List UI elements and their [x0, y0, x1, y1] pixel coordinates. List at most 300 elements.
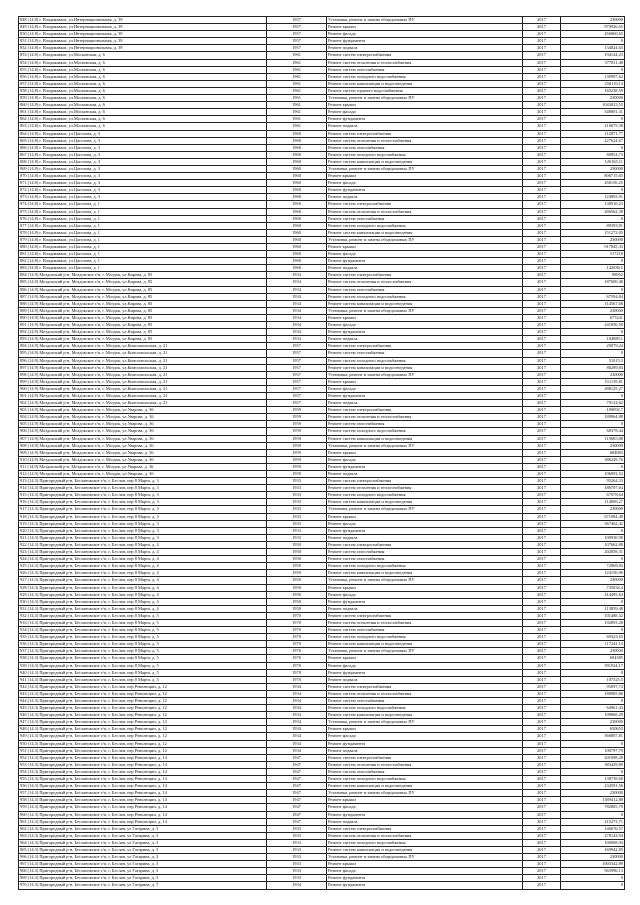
cost-cell: 377811,48: [561, 59, 625, 66]
year-built-cell: 1934: [267, 733, 327, 740]
year-built-cell: 1970: [267, 648, 327, 655]
table-row: [19, 690, 625, 697]
table-row: [19, 705, 625, 712]
cost-cell: 241856,58: [561, 322, 625, 329]
plan-year-cell: 2017: [523, 336, 561, 343]
cost-cell: 671084,48: [561, 513, 625, 520]
table-row: [19, 421, 625, 428]
address-cell: 939 (14.3) Пригородный р-н, Беслановское г/п, г. Беслан, пер 8 Марта, д. 5: [19, 662, 267, 669]
address-cell: 902 (14.9) Моздокский р-н, Моздокское г/п, г. Моздок, ул.Комсомольская, д. 21: [19, 400, 267, 407]
plan-year-cell: 2017: [523, 520, 561, 527]
plan-year-cell: 2017: [523, 485, 561, 492]
address-cell: 868 (14.8) г. Владикавказ, ул.Цаголова, д. 3: [19, 158, 267, 165]
cost-cell: 142036,5: [561, 265, 625, 272]
year-built-cell: 1960: [267, 165, 327, 172]
plan-year-cell: 2017: [523, 130, 561, 137]
cost-cell: 0: [561, 698, 625, 705]
plan-year-cell: 2017: [523, 364, 561, 371]
cost-cell: 1003342,89: [561, 861, 625, 868]
year-built-cell: 1957: [267, 31, 327, 38]
cost-cell: 386249,76: [561, 456, 625, 463]
table-row: [19, 754, 625, 761]
work-type-cell: Ремонт систем газоснабжения: [327, 144, 523, 151]
table-row: [19, 244, 625, 251]
cost-cell: 782805,79: [561, 804, 625, 811]
cost-cell: 130910,23: [561, 201, 625, 208]
year-built-cell: 1950: [267, 591, 327, 598]
plan-year-cell: 2017: [523, 378, 561, 385]
year-built-cell: 1959: [267, 463, 327, 470]
cost-cell: 348001,31: [561, 109, 625, 116]
plan-year-cell: 2017: [523, 322, 561, 329]
work-type-cell: Ремонт систем канализации и водоотведения: [327, 158, 523, 165]
table-row: [19, 343, 625, 350]
work-type-cell: Ремонт фасада: [327, 385, 523, 392]
year-built-cell: 1970: [267, 655, 327, 662]
cost-cell: 414495,63: [561, 591, 625, 598]
address-cell: 911 (14.9) Моздокский р-н, Моздокское г/п, г. Моздок, ул.Уварова, д. 36: [19, 463, 267, 470]
plan-year-cell: 2017: [523, 414, 561, 421]
year-built-cell: 1959: [267, 414, 327, 421]
work-type-cell: Ремонт систем электроснабжения: [327, 52, 523, 59]
year-built-cell: 1933: [267, 520, 327, 527]
plan-year-cell: 2017: [523, 747, 561, 754]
address-cell: 962 (14.3) Пригородный р-н, Беслановское г/п, г. Беслан, ул Гагарина, д. 3: [19, 825, 267, 832]
cost-cell: 0: [561, 421, 625, 428]
table-row: [19, 378, 625, 385]
cost-cell: 230000: [561, 236, 625, 243]
cost-cell: 215273,71: [561, 818, 625, 825]
address-cell: 964 (14.3) Пригородный р-н, Беслановское г/п, г. Беслан, ул Гагарина, д. 3: [19, 839, 267, 846]
work-type-cell: Ремонт крыши: [327, 726, 523, 733]
year-built-cell: 1957: [267, 378, 327, 385]
address-cell: 861 (14.8) г. Владикавказ, ул.Московская, д. 6: [19, 109, 267, 116]
work-type-cell: Установка, ремонт и замена общедомовых ПУ: [327, 506, 523, 513]
address-cell: 936 (14.3) Пригородный р-н, Беслановское г/п, г. Беслан, пер 8 Марта, д. 5: [19, 641, 267, 648]
table-row: [19, 400, 625, 407]
cost-cell: 106093,52: [561, 471, 625, 478]
table-row: [19, 151, 625, 158]
cost-cell: 0: [561, 527, 625, 534]
year-built-cell: 1960: [267, 222, 327, 229]
cost-cell: 107525,5: [561, 676, 625, 683]
address-cell: 915 (14.3) Пригородный р-н, Беслановское г/п, г. Беслан, пер 8 Марта, д. 3: [19, 492, 267, 499]
year-built-cell: 1934: [267, 690, 327, 697]
address-cell: 854 (14.8) г. Владикавказ, ул.Московская, д. 6: [19, 59, 267, 66]
year-built-cell: 1959: [267, 449, 327, 456]
address-cell: 864 (14.8) г. Владикавказ, ул.Цаголова, д. 3: [19, 130, 267, 137]
cost-cell: 230000: [561, 648, 625, 655]
plan-year-cell: 2017: [523, 80, 561, 87]
table-row: [19, 201, 625, 208]
year-built-cell: 1934: [267, 740, 327, 747]
cost-cell: 100068,94: [561, 839, 625, 846]
address-cell: 928 (14.3) Пригородный р-н, Беслановское г/п, г. Беслан, пер 8 Марта, д. 4: [19, 584, 267, 591]
cost-cell: 456860,65: [561, 31, 625, 38]
year-built-cell: 1959: [267, 442, 327, 449]
year-built-cell: 1947: [267, 761, 327, 768]
plan-year-cell: 2017: [523, 705, 561, 712]
cost-cell: 134824,63: [561, 45, 625, 52]
work-type-cell: Ремонт систем канализации и водоотведения: [327, 435, 523, 442]
cost-cell: 0: [561, 598, 625, 605]
work-type-cell: Ремонт крыши: [327, 449, 523, 456]
table-row: [19, 471, 625, 478]
plan-year-cell: 2017: [523, 17, 561, 24]
year-built-cell: 1934: [267, 322, 327, 329]
address-cell: 889 (14.9) Моздокский р-н, Моздокское г/п, г. Моздок, ул.Кирова, д. 85: [19, 307, 267, 314]
year-built-cell: 1960: [267, 151, 327, 158]
cost-cell: 100930,98: [561, 534, 625, 541]
address-cell: 883 (14.8) г. Владикавказ, ул.Цаголова, д. 1: [19, 265, 267, 272]
work-type-cell: Ремонт крыши: [327, 797, 523, 804]
year-built-cell: 1960: [267, 229, 327, 236]
table-row: [19, 882, 625, 889]
table-row: [19, 506, 625, 513]
cost-cell: 29079,24: [561, 343, 625, 350]
table-row: [19, 17, 625, 24]
work-type-cell: Ремонт крыши: [327, 314, 523, 321]
work-type-cell: Ремонт систем электроснабжения: [327, 754, 523, 761]
year-built-cell: 1934: [267, 336, 327, 343]
work-type-cell: Ремонт фундамента: [327, 740, 523, 747]
work-type-cell: Ремонт крыши: [327, 378, 523, 385]
table-row: [19, 868, 625, 875]
work-type-cell: Ремонт систем канализации и водоотведения: [327, 499, 523, 506]
year-built-cell: 1970: [267, 669, 327, 676]
work-type-cell: Ремонт подвала: [327, 605, 523, 612]
plan-year-cell: 2017: [523, 662, 561, 669]
work-type-cell: Ремонт систем газоснабжения: [327, 768, 523, 775]
year-built-cell: 1950: [267, 556, 327, 563]
address-cell: 885 (14.9) Моздокский р-н, Моздокское г/п, г. Моздок, ул.Кирова, д. 85: [19, 279, 267, 286]
plan-year-cell: 2017: [523, 24, 561, 31]
cost-cell: 230000: [561, 854, 625, 861]
address-cell: 892 (14.9) Моздокский р-н, Моздокское г/п, г. Моздок, ул.Кирова, д. 85: [19, 329, 267, 336]
table-row: [19, 861, 625, 868]
work-type-cell: Ремонт подвала: [327, 400, 523, 407]
work-type-cell: Установка, ремонт и замена общедомовых ПУ: [327, 307, 523, 314]
plan-year-cell: 2017: [523, 229, 561, 236]
year-built-cell: 1933: [267, 832, 327, 839]
plan-year-cell: 2017: [523, 180, 561, 187]
cost-cell: 0: [561, 116, 625, 123]
cost-cell: 0: [561, 768, 625, 775]
table-row: [19, 173, 625, 180]
register-page: [18, 16, 624, 890]
cost-cell: 95097,74: [561, 683, 625, 690]
address-cell: 930 (14.3) Пригородный р-н, Беслановское г/п, г. Беслан, пер 8 Марта, д. 4: [19, 598, 267, 605]
work-type-cell: Ремонт систем отопления и теплоснабжения: [327, 619, 523, 626]
cost-cell: 0: [561, 811, 625, 818]
table-row: [19, 676, 625, 683]
year-built-cell: 1947: [267, 811, 327, 818]
work-type-cell: Установка, ремонт и замена общедомовых ПУ: [327, 577, 523, 584]
year-built-cell: 1961: [267, 52, 327, 59]
address-cell: 873 (14.8) г. Владикавказ, ул.Цаголова, д. 3: [19, 194, 267, 201]
address-cell: 963 (14.3) Пригородный р-н, Беслановское г/п, г. Беслан, ул Гагарина, д. 3: [19, 832, 267, 839]
year-built-cell: 1950: [267, 541, 327, 548]
work-type-cell: Ремонт крыши: [327, 24, 523, 31]
year-built-cell: 1960: [267, 180, 327, 187]
table-row: [19, 818, 625, 825]
year-built-cell: 1950: [267, 570, 327, 577]
plan-year-cell: 2017: [523, 137, 561, 144]
year-built-cell: 1957: [267, 343, 327, 350]
table-row: [19, 364, 625, 371]
cost-cell: 234591,56: [561, 783, 625, 790]
plan-year-cell: 2017: [523, 371, 561, 378]
address-cell: 876 (14.8) г. Владикавказ, ул.Цаголова, д. 1: [19, 215, 267, 222]
work-type-cell: Ремонт систем электроснабжения: [327, 478, 523, 485]
work-type-cell: Ремонт фундамента: [327, 38, 523, 45]
plan-year-cell: 2017: [523, 683, 561, 690]
table-row: [19, 251, 625, 258]
address-cell: 867 (14.8) г. Владикавказ, ул.Цаголова, д. 3: [19, 151, 267, 158]
year-built-cell: 1957: [267, 385, 327, 392]
cost-cell: 677241: [561, 314, 625, 321]
table-row: [19, 116, 625, 123]
address-cell: 858 (14.8) г. Владикавказ, ул.Московская, д. 6: [19, 87, 267, 94]
table-row: [19, 350, 625, 357]
plan-year-cell: 2017: [523, 804, 561, 811]
plan-year-cell: 2017: [523, 279, 561, 286]
table-row: [19, 846, 625, 853]
address-cell: 965 (14.3) Пригородный р-н, Беслановское г/п, г. Беслан, ул Гагарина, д. 3: [19, 846, 267, 853]
table-row: [19, 52, 625, 59]
year-built-cell: 1934: [267, 293, 327, 300]
address-cell: 929 (14.3) Пригородный р-н, Беслановское г/п, г. Беслан, пер 8 Марта, д. 4: [19, 591, 267, 598]
cost-cell: 109868,29: [561, 712, 625, 719]
work-type-cell: Ремонт систем газоснабжения: [327, 421, 523, 428]
cost-cell: 95264,33: [561, 478, 625, 485]
plan-year-cell: 2017: [523, 627, 561, 634]
table-row: [19, 59, 625, 66]
table-row: [19, 208, 625, 215]
plan-year-cell: 2017: [523, 612, 561, 619]
plan-year-cell: 2017: [523, 534, 561, 541]
cost-cell: 230000: [561, 95, 625, 102]
address-cell: 913 (14.3) Пригородный р-н, Беслановское г/п, г. Беслан, пер 8 Марта, д. 3: [19, 478, 267, 485]
plan-year-cell: 2017: [523, 449, 561, 456]
address-cell: 942 (14.3) Пригородный р-н, Беслановское г/п, г. Беслан, пер Революции, д. 12: [19, 683, 267, 690]
address-cell: 950 (14.3) Пригородный р-н, Беслановское г/п, г. Беслан, пер Революции, д. 12: [19, 740, 267, 747]
year-built-cell: 1934: [267, 314, 327, 321]
year-built-cell: 1933: [267, 839, 327, 846]
cost-cell: 684883: [561, 449, 625, 456]
cost-cell: 126165,11: [561, 158, 625, 165]
table-row: [19, 449, 625, 456]
address-cell: 910 (14.9) Моздокский р-н, Моздокское г/п, г. Моздок, ул.Уварова, д. 36: [19, 456, 267, 463]
plan-year-cell: 2017: [523, 868, 561, 875]
work-type-cell: Ремонт систем канализации и водоотведения: [327, 783, 523, 790]
year-built-cell: 1933: [267, 527, 327, 534]
table-row: [19, 726, 625, 733]
plan-year-cell: 2017: [523, 236, 561, 243]
plan-year-cell: 2017: [523, 832, 561, 839]
work-type-cell: Ремонт подвала: [327, 534, 523, 541]
work-type-cell: Ремонт фасада: [327, 868, 523, 875]
cost-cell: 230000: [561, 506, 625, 513]
work-type-cell: Ремонт фасада: [327, 591, 523, 598]
cost-cell: 650653: [561, 726, 625, 733]
table-row: [19, 307, 625, 314]
table-row: [19, 229, 625, 236]
work-type-cell: Ремонт систем холодного водоснабжения: [327, 776, 523, 783]
plan-year-cell: 2017: [523, 286, 561, 293]
plan-year-cell: 2017: [523, 215, 561, 222]
table-row: [19, 137, 625, 144]
year-built-cell: 1970: [267, 612, 327, 619]
year-built-cell: 1960: [267, 194, 327, 201]
cost-cell: 0: [561, 556, 625, 563]
plan-year-cell: 2017: [523, 846, 561, 853]
cost-cell: 146676,57: [561, 825, 625, 832]
work-type-cell: Ремонт подвала: [327, 123, 523, 130]
plan-year-cell: 2017: [523, 818, 561, 825]
year-built-cell: 1933: [267, 506, 327, 513]
work-type-cell: Ремонт подвала: [327, 336, 523, 343]
work-type-cell: Ремонт крыши: [327, 513, 523, 520]
address-cell: 917 (14.3) Пригородный р-н, Беслановское г/п, г. Беслан, пер 8 Марта, д. 3: [19, 506, 267, 513]
plan-year-cell: 2017: [523, 59, 561, 66]
address-cell: 859 (14.8) г. Владикавказ, ул.Московская, д. 6: [19, 95, 267, 102]
plan-year-cell: 2017: [523, 563, 561, 570]
address-cell: 862 (14.8) г. Владикавказ, ул.Московская, д. 6: [19, 116, 267, 123]
plan-year-cell: 2017: [523, 173, 561, 180]
year-built-cell: 1960: [267, 173, 327, 180]
year-built-cell: 1960: [267, 251, 327, 258]
address-cell: 893 (14.9) Моздокский р-н, Моздокское г/п, г. Моздок, ул.Кирова, д. 85: [19, 336, 267, 343]
plan-year-cell: 2017: [523, 761, 561, 768]
address-cell: 927 (14.3) Пригородный р-н, Беслановское г/п, г. Беслан, пер 8 Марта, д. 4: [19, 577, 267, 584]
plan-year-cell: 2017: [523, 768, 561, 775]
table-row: [19, 286, 625, 293]
plan-year-cell: 2017: [523, 123, 561, 130]
cost-cell: 124156,96: [561, 570, 625, 577]
year-built-cell: 1970: [267, 634, 327, 641]
year-built-cell: 1934: [267, 882, 327, 889]
table-row: [19, 293, 625, 300]
address-cell: 895 (14.9) Моздокский р-н, Моздокское г/п, г. Моздок, ул.Комсомольская, д. 21: [19, 350, 267, 357]
year-built-cell: 1933: [267, 534, 327, 541]
address-cell: 907 (14.9) Моздокский р-н, Моздокское г/п, г. Моздок, ул.Уварова, д. 36: [19, 435, 267, 442]
address-cell: 853 (14.8) г. Владикавказ, ул.Московская, д. 6: [19, 52, 267, 59]
year-built-cell: 1934: [267, 719, 327, 726]
cost-cell: 151272,05: [561, 229, 625, 236]
address-cell: 944 (14.3) Пригородный р-н, Беслановское г/п, г. Беслан, пер Революции, д. 12: [19, 698, 267, 705]
work-type-cell: Ремонт систем отопления и теплоснабжения: [327, 414, 523, 421]
plan-year-cell: 2017: [523, 442, 561, 449]
plan-year-cell: 2017: [523, 733, 561, 740]
plan-year-cell: 2017: [523, 549, 561, 556]
address-cell: 882 (14.8) г. Владикавказ, ул.Цаголова, д. 1: [19, 258, 267, 265]
table-row: [19, 215, 625, 222]
address-cell: 848 (14.8) г. Владикавказ, ул.Интернациональная, д. 39: [19, 17, 267, 24]
year-built-cell: 1947: [267, 790, 327, 797]
address-cell: 967 (14.3) Пригородный р-н, Беслановское г/п, г. Беслан, ул Гагарина, д. 3: [19, 861, 267, 868]
plan-year-cell: 2017: [523, 187, 561, 194]
plan-year-cell: 2017: [523, 38, 561, 45]
plan-year-cell: 2017: [523, 31, 561, 38]
table-row: [19, 875, 625, 882]
address-cell: 931 (14.3) Пригородный р-н, Беслановское г/п, г. Беслан, пер 8 Марта, д. 4: [19, 605, 267, 612]
address-cell: 860 (14.8) г. Владикавказ, ул.Московская, д. 6: [19, 102, 267, 109]
work-type-cell: Ремонт систем газоснабжения: [327, 66, 523, 73]
year-built-cell: 1957: [267, 38, 327, 45]
address-cell: 952 (14.3) Пригородный р-н, Беслановское г/п, г. Беслан, пер Революции, д. 14: [19, 754, 267, 761]
year-built-cell: 1934: [267, 683, 327, 690]
year-built-cell: 1961: [267, 109, 327, 116]
work-type-cell: Ремонт фундамента: [327, 875, 523, 882]
address-cell: 855 (14.8) г. Владикавказ, ул.Московская, д. 6: [19, 66, 267, 73]
year-built-cell: 1957: [267, 17, 327, 24]
cost-cell: 0: [561, 463, 625, 470]
cost-cell: 189964,88: [561, 414, 625, 421]
cost-cell: 72868,82: [561, 563, 625, 570]
table-row: [19, 66, 625, 73]
work-type-cell: Ремонт фасада: [327, 520, 523, 527]
work-type-cell: Ремонт фасада: [327, 456, 523, 463]
work-type-cell: Ремонт крыши: [327, 584, 523, 591]
table-row: [19, 541, 625, 548]
table-row: [19, 776, 625, 783]
year-built-cell: 1947: [267, 818, 327, 825]
table-row: [19, 407, 625, 414]
address-cell: 906 (14.9) Моздокский р-н, Моздокское г/п, г. Моздок, ул.Уварова, д. 36: [19, 428, 267, 435]
year-built-cell: 1961: [267, 123, 327, 130]
plan-year-cell: 2017: [523, 506, 561, 513]
table-row: [19, 158, 625, 165]
plan-year-cell: 2017: [523, 144, 561, 151]
work-type-cell: Ремонт фундамента: [327, 187, 523, 194]
work-type-cell: Ремонт фундамента: [327, 329, 523, 336]
plan-year-cell: 2017: [523, 272, 561, 279]
table-row: [19, 783, 625, 790]
table-row: [19, 236, 625, 243]
table-row: [19, 513, 625, 520]
table-row: [19, 45, 625, 52]
table-row: [19, 435, 625, 442]
table-row: [19, 584, 625, 591]
address-cell: 851 (14.8) г. Владикавказ, ул.Интернациональная, д. 39: [19, 38, 267, 45]
work-type-cell: Ремонт систем холодного водоснабжения: [327, 151, 523, 158]
year-built-cell: 1947: [267, 754, 327, 761]
cost-cell: 112871,77: [561, 130, 625, 137]
plan-year-cell: 2017: [523, 712, 561, 719]
plan-year-cell: 2017: [523, 244, 561, 251]
year-built-cell: 1961: [267, 95, 327, 102]
work-type-cell: Ремонт систем холодного водоснабжения: [327, 73, 523, 80]
address-cell: 884 (14.9) Моздокский р-н, Моздокское г/п, г. Моздок, ул.Кирова, д. 85: [19, 272, 267, 279]
address-cell: 909 (14.9) Моздокский р-н, Моздокское г/п, г. Моздок, ул.Уварова, д. 36: [19, 449, 267, 456]
plan-year-cell: 2017: [523, 605, 561, 612]
work-type-cell: Ремонт систем газоснабжения: [327, 215, 523, 222]
cost-cell: 202858,31: [561, 549, 625, 556]
address-cell: 937 (14.3) Пригородный р-н, Беслановское г/п, г. Беслан, пер 8 Марта, д. 5: [19, 648, 267, 655]
address-cell: 900 (14.9) Моздокский р-н, Моздокское г/п, г. Моздок, ул.Комсомольская, д. 21: [19, 385, 267, 392]
cost-cell: 230000: [561, 165, 625, 172]
year-built-cell: 1957: [267, 45, 327, 52]
work-type-cell: Ремонт систем электроснабжения: [327, 201, 523, 208]
plan-year-cell: 2017: [523, 222, 561, 229]
year-built-cell: 1933: [267, 875, 327, 882]
year-built-cell: 1934: [267, 329, 327, 336]
cost-cell: 138739,68: [561, 776, 625, 783]
work-type-cell: Ремонт фундамента: [327, 116, 523, 123]
table-row: [19, 73, 625, 80]
cost-cell: 266562,38: [561, 208, 625, 215]
